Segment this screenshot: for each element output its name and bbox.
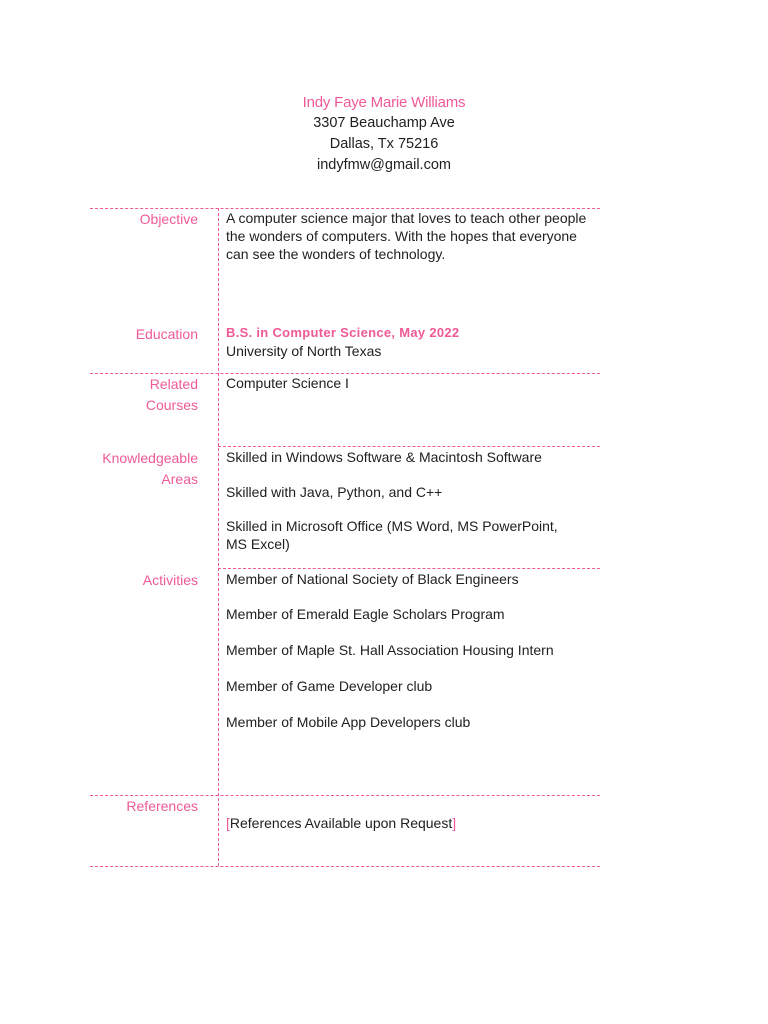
related-courses-label-line1: Related: [149, 376, 198, 392]
references-text: [226, 814, 598, 832]
address-line-1: 3307 Beauchamp Ave: [313, 115, 455, 131]
education-entry: [226, 324, 598, 360]
skill-item: Skilled in Windows Software & Macintosh Software: [226, 449, 542, 465]
objective-text: A computer science major that loves to teach other people the wonders of computers. With the hopes that everyone can see the wonders of technology.: [226, 210, 587, 262]
course-item: Computer Science I: [226, 375, 349, 391]
skill-item: Skilled in Microsoft Office (MS Word, MS PowerPoint, MS Excel): [226, 518, 558, 552]
divider-vertical: [218, 208, 219, 866]
related-courses-label: [90, 374, 198, 416]
references-label: References: [126, 798, 198, 814]
applicant-name: Indy Faye Marie Williams: [302, 94, 466, 111]
divider-knowledge: [218, 568, 600, 569]
activity-item: Member of Game Developer club: [226, 678, 433, 694]
education-degree: B.S. in Computer Science, May 2022: [226, 325, 460, 340]
email-address: indyfmw@gmail.com: [317, 157, 451, 173]
resume-header: [0, 92, 768, 176]
references-bracket-close: ]: [452, 815, 457, 831]
education-label: Education: [135, 326, 198, 342]
references-bracket-open: [: [226, 815, 230, 831]
references-statement: References Available upon Request: [229, 815, 453, 831]
related-courses-label-line2: Courses: [145, 397, 198, 413]
address-line-2: Dallas, Tx 75216: [329, 136, 439, 152]
related-courses-list: [226, 374, 598, 392]
knowledgeable-areas-label-line2: Areas: [161, 471, 198, 487]
activity-item: Member of Maple St. Hall Association Housing Intern: [226, 642, 554, 658]
activity-item: Member of Emerald Eagle Scholars Program: [226, 606, 505, 622]
divider-courses: [218, 446, 600, 447]
activity-item: Member of National Society of Black Engineers: [226, 571, 519, 587]
skill-item: Skilled with Java, Python, and C++: [226, 484, 443, 500]
divider-bottom: [90, 866, 600, 867]
activities-label: Activities: [142, 572, 198, 588]
knowledgeable-areas-label-line1: Knowledgeable: [102, 450, 198, 466]
objective-label: Objective: [139, 211, 198, 227]
education-school: University of North Texas: [226, 343, 382, 359]
activity-item: Member of Mobile App Developers club: [226, 714, 471, 730]
knowledgeable-areas-label: [90, 448, 198, 490]
